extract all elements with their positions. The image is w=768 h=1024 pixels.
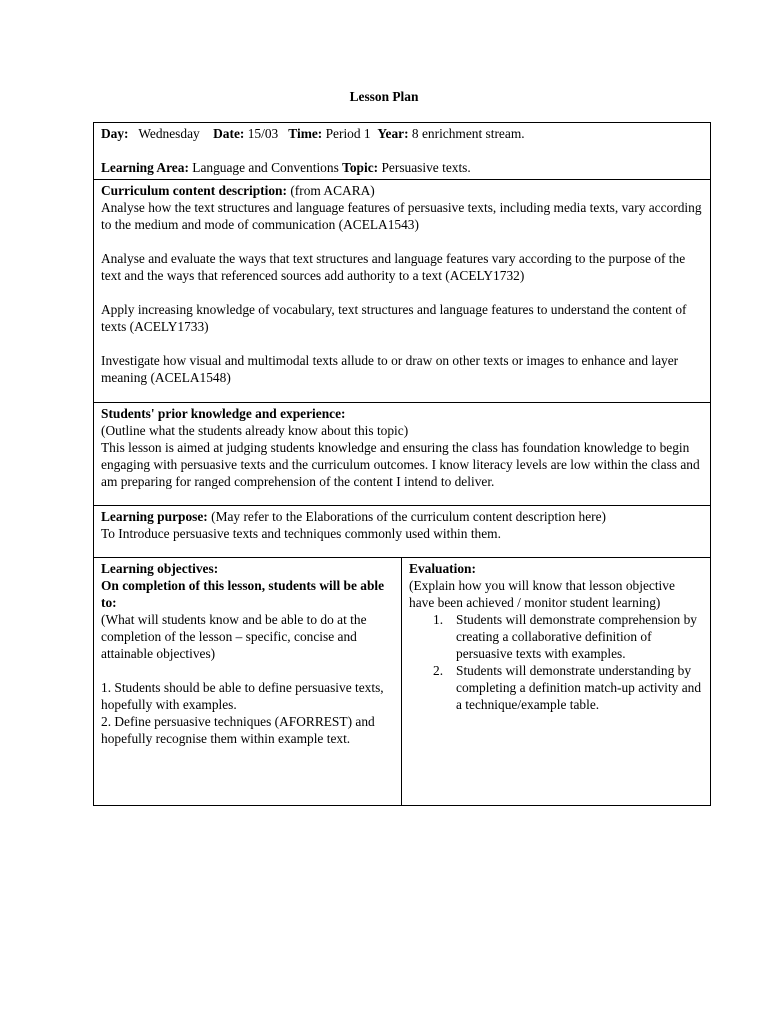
prior-knowledge-hint: (Outline what the students already know about this topic) bbox=[101, 423, 409, 438]
evaluation-heading bbox=[409, 560, 703, 577]
day-line bbox=[101, 125, 703, 142]
evaluation-item-text: Students will demonstrate understanding by completing a definition match-up activity and a technique/example table. bbox=[456, 663, 702, 712]
topic-value: Persuasive texts. bbox=[381, 160, 471, 175]
curriculum-item: Analyse how the text structures and language features of persuasive texts, including media texts, vary according to the medium and mode of communication (ACELA1543) bbox=[101, 200, 702, 232]
curriculum-cell bbox=[94, 180, 711, 403]
objective-item: 1. Students should be able to define persuasive texts, hopefully with examples. bbox=[101, 680, 384, 712]
date-label: Date: bbox=[213, 126, 245, 141]
year-value: 8 enrichment stream. bbox=[411, 126, 525, 141]
purpose-heading bbox=[101, 508, 703, 525]
purpose-body: To Introduce persuasive texts and techniques commonly used within them. bbox=[101, 526, 501, 541]
header-row bbox=[94, 123, 711, 180]
objectives-hint: (What will students know and be able to do at the completion of the lesson – specific, concise and attainable objectives) bbox=[101, 612, 367, 661]
time-value: Period 1 bbox=[325, 126, 371, 141]
topic-label: Topic: bbox=[342, 160, 379, 175]
evaluation-item bbox=[409, 611, 703, 662]
evaluation-label: Evaluation: bbox=[409, 561, 476, 576]
header-cell bbox=[94, 123, 711, 180]
evaluation-item-number: 1. bbox=[433, 612, 444, 627]
objectives-label: Learning objectives: bbox=[101, 561, 219, 576]
purpose-cell bbox=[94, 506, 711, 558]
curriculum-label: Curriculum content description: bbox=[101, 183, 287, 198]
evaluation-item bbox=[409, 662, 703, 713]
purpose-label: Learning purpose: bbox=[101, 509, 208, 524]
objectives-cell bbox=[94, 558, 402, 806]
objective-item: 2. Define persuasive techniques (AFORREST) and hopefully recognise them within example text. bbox=[101, 714, 375, 746]
objectives-heading bbox=[101, 560, 394, 577]
purpose-hint: (May refer to the Elaborations of the curriculum content description here) bbox=[211, 509, 606, 524]
day-label: Day: bbox=[101, 126, 129, 141]
curriculum-source: (from ACARA) bbox=[290, 183, 375, 198]
year-label: Year: bbox=[377, 126, 409, 141]
curriculum-item: Analyse and evaluate the ways that text structures and language features vary according to the purpose of the text and the ways that referenced sources add authority to a text (ACELY1732) bbox=[101, 251, 686, 283]
objectives-evaluation-row bbox=[94, 558, 711, 806]
curriculum-item: Apply increasing knowledge of vocabulary, text structures and language features to understand the content of texts (ACELY1733) bbox=[101, 302, 687, 334]
evaluation-item-text: Students will demonstrate comprehension by creating a collaborative definition of persuasive texts with examples. bbox=[456, 612, 697, 661]
curriculum-heading bbox=[101, 182, 703, 199]
prior-knowledge-cell bbox=[94, 403, 711, 506]
time-label: Time: bbox=[288, 126, 323, 141]
purpose-row bbox=[94, 506, 711, 558]
area-line bbox=[101, 159, 703, 176]
curriculum-item: Investigate how visual and multimodal texts allude to or draw on other texts or images to enhance and layer meaning (ACELA1548) bbox=[101, 353, 679, 385]
learning-area-value: Language and Conventions bbox=[192, 160, 339, 175]
curriculum-row bbox=[94, 180, 711, 403]
prior-knowledge-label: Students' prior knowledge and experience: bbox=[101, 406, 346, 421]
evaluation-hint: (Explain how you will know that lesson objective have been achieved / monitor student learning) bbox=[409, 578, 675, 610]
date-value: 15/03 bbox=[247, 126, 279, 141]
learning-area-label: Learning Area: bbox=[101, 160, 189, 175]
lesson-plan-table bbox=[93, 122, 711, 806]
prior-knowledge-body: This lesson is aimed at judging students knowledge and ensuring the class has foundation knowledge to begin engaging with persuasive texts and the curriculum outcomes. I know literacy levels are low within the class and am preparing for ranged comprehension of the content I intend to deliver. bbox=[101, 440, 700, 489]
objectives-sublabel: On completion of this lesson, students will be able to: bbox=[101, 578, 385, 610]
evaluation-list bbox=[409, 611, 703, 713]
prior-knowledge-row bbox=[94, 403, 711, 506]
evaluation-item-number: 2. bbox=[433, 663, 444, 678]
prior-knowledge-heading bbox=[101, 405, 703, 422]
objectives-subheading bbox=[101, 577, 394, 611]
page-title: Lesson Plan bbox=[349, 89, 419, 104]
day-value: Wednesday bbox=[138, 126, 200, 141]
evaluation-cell bbox=[402, 558, 711, 806]
